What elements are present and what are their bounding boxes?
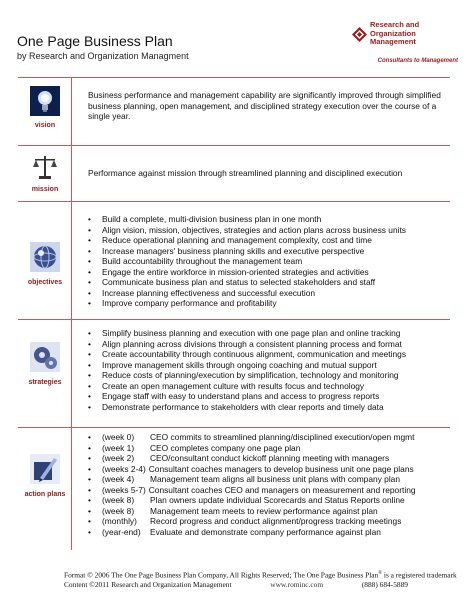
objectives-list bbox=[88, 214, 442, 309]
action-timing: (week 0) bbox=[102, 432, 135, 442]
list-item: • Improve management skills through ongoing coaching and mutual support bbox=[88, 360, 442, 371]
strategies-list bbox=[88, 328, 442, 412]
action-description: Plan owners update individual Scorecards and Status Reports online bbox=[150, 495, 405, 505]
action-plans-list bbox=[88, 432, 442, 537]
icon-column bbox=[18, 78, 72, 145]
icon-column bbox=[18, 146, 72, 201]
footer-contact-line bbox=[64, 580, 408, 590]
list-item: • Simplify business planning and execution with one page plan and online tracking bbox=[88, 328, 442, 339]
section-label: strategies bbox=[28, 379, 62, 386]
list-item: • Create accountability through continuous alignment, communication and meetings bbox=[88, 349, 442, 360]
company-logo bbox=[352, 21, 462, 67]
section-vision bbox=[18, 77, 450, 145]
list-item: • Engage the entire workforce in mission-oriented strategies and activities bbox=[88, 267, 442, 278]
list-item: • Create an open management culture with results focus and technology bbox=[88, 381, 442, 392]
section-label: action plans bbox=[24, 491, 66, 498]
action-timing: (week 2) bbox=[102, 453, 135, 463]
vision-statement: Business performance and management capability are significantly improved through simplified business planning, open management, and disciplined strategy execution over the course of a single year. bbox=[88, 90, 441, 121]
list-item: • (week 1) CEO completes company one page plan bbox=[88, 442, 301, 453]
section-objectives bbox=[18, 201, 450, 319]
gears-icon bbox=[30, 342, 60, 372]
action-timing: (week 4) bbox=[102, 474, 135, 484]
section-action-plans bbox=[18, 427, 450, 550]
footer-website-link[interactable]: www.rominc.com bbox=[270, 580, 324, 590]
list-item: • Improve company performance and profitability bbox=[88, 298, 442, 309]
list-item: • (year-end) Evaluate and demonstrate company performance against plan bbox=[88, 526, 381, 537]
icon-column bbox=[18, 202, 72, 319]
logo-name: Research and Organization Management bbox=[370, 20, 420, 46]
list-item: • (week 4) Management team aligns all business unit plans with company plan bbox=[88, 474, 400, 484]
mission-statement: Performance against mission through streamlined planning and disciplined execution bbox=[88, 168, 403, 178]
page-title: One Page Business Plan bbox=[17, 33, 173, 49]
action-description: Record progress and conduct alignment/progress tracking meetings bbox=[150, 516, 402, 526]
action-description: Management team meets to review performance against plan bbox=[150, 505, 378, 516]
list-item: • Reduce costs of planning/execution by simplification, technology and monitoring bbox=[88, 370, 442, 381]
list-item: • Increase managers' business planning skills and executive perspective bbox=[88, 246, 442, 257]
list-item: • Increase planning effectiveness and successful execution bbox=[88, 288, 442, 299]
section-label: objectives bbox=[27, 279, 63, 286]
action-description: Consultant coaches CEO and managers on measurement and reporting bbox=[148, 484, 416, 495]
globe-icon bbox=[30, 242, 60, 272]
icon-column bbox=[18, 320, 72, 427]
page-header bbox=[17, 33, 189, 62]
footer-phone: (888) 684-5889 bbox=[361, 580, 408, 590]
scales-icon bbox=[30, 152, 60, 182]
footer-copyright-line: Format © 2006 The One Page Business Plan Company, All Rights Reserved; The One Page Business Plan® is a registered trademark bbox=[64, 570, 457, 580]
action-description: Management team aligns all business unit plans with company plan bbox=[150, 474, 400, 484]
list-item: • (weeks 2-4) Consultant coaches managers to develop business unit one page plans bbox=[88, 463, 414, 474]
list-item: • (week 8) Management team meets to review performance against plan bbox=[88, 505, 378, 516]
list-item: • Build a complete, multi-division business plan in one month bbox=[88, 214, 442, 225]
action-timing: (year-end) bbox=[102, 526, 141, 537]
list-item: • Build accountability throughout the management team bbox=[88, 256, 442, 267]
list-item: • Demonstrate performance to stakeholders with clear reports and timely data bbox=[88, 402, 442, 413]
action-description: CEO/consultant conduct kickoff planning meeting with managers bbox=[150, 453, 390, 463]
action-timing: (week 1) bbox=[102, 442, 135, 453]
list-item: • Communicate business plan and status to selected stakeholders and staff bbox=[88, 277, 442, 288]
list-item: • (weeks 5-7) Consultant coaches CEO and managers on measurement and reporting bbox=[88, 484, 416, 495]
action-description: Consultant coaches managers to develop business unit one page plans bbox=[148, 463, 414, 474]
action-timing: (weeks 2-4) bbox=[102, 463, 146, 474]
list-item: • Align vision, mission, objectives, strategies and action plans across business units bbox=[88, 225, 442, 236]
list-item: • (week 0) CEO commits to streamlined planning/disciplined execution/open mgmt bbox=[88, 432, 415, 442]
action-timing: (week 8) bbox=[102, 495, 135, 505]
action-timing: (week 8) bbox=[102, 505, 135, 516]
footer-content-credit: Content ©2011 Research and Organization Management bbox=[64, 580, 232, 590]
section-label: mission bbox=[31, 186, 59, 193]
action-timing: (monthly) bbox=[102, 516, 137, 526]
logo-diamond-icon bbox=[352, 27, 367, 42]
lightbulb-icon bbox=[30, 86, 60, 116]
pen-icon bbox=[30, 454, 60, 484]
list-item: • Align planning across divisions through a consistent planning process and format bbox=[88, 339, 442, 350]
action-timing: (weeks 5-7) bbox=[102, 484, 146, 495]
action-description: CEO commits to streamlined planning/disciplined execution/open mgmt bbox=[150, 432, 415, 442]
list-item: • Reduce operational planning and management complexity, cost and time bbox=[88, 235, 442, 246]
page-footer bbox=[64, 569, 457, 590]
section-mission bbox=[18, 145, 450, 201]
action-description: Evaluate and demonstrate company performance against plan bbox=[150, 526, 381, 537]
list-item: • (week 2) CEO/consultant conduct kickoff planning meeting with managers bbox=[88, 453, 390, 463]
action-description: CEO completes company one page plan bbox=[150, 442, 301, 453]
page-subtitle: by Research and Organization Managment bbox=[17, 51, 189, 61]
list-item: • (monthly) Record progress and conduct alignment/progress tracking meetings bbox=[88, 516, 402, 526]
section-strategies bbox=[18, 319, 450, 427]
logo-tagline: Consultants to Management bbox=[377, 58, 458, 64]
list-item: • (week 8) Plan owners update individual Scorecards and Status Reports online bbox=[88, 495, 405, 505]
section-label: vision bbox=[34, 122, 56, 129]
list-item: • Engage staff with easy to understand plans and access to progress reports bbox=[88, 391, 442, 402]
icon-column bbox=[18, 428, 72, 550]
